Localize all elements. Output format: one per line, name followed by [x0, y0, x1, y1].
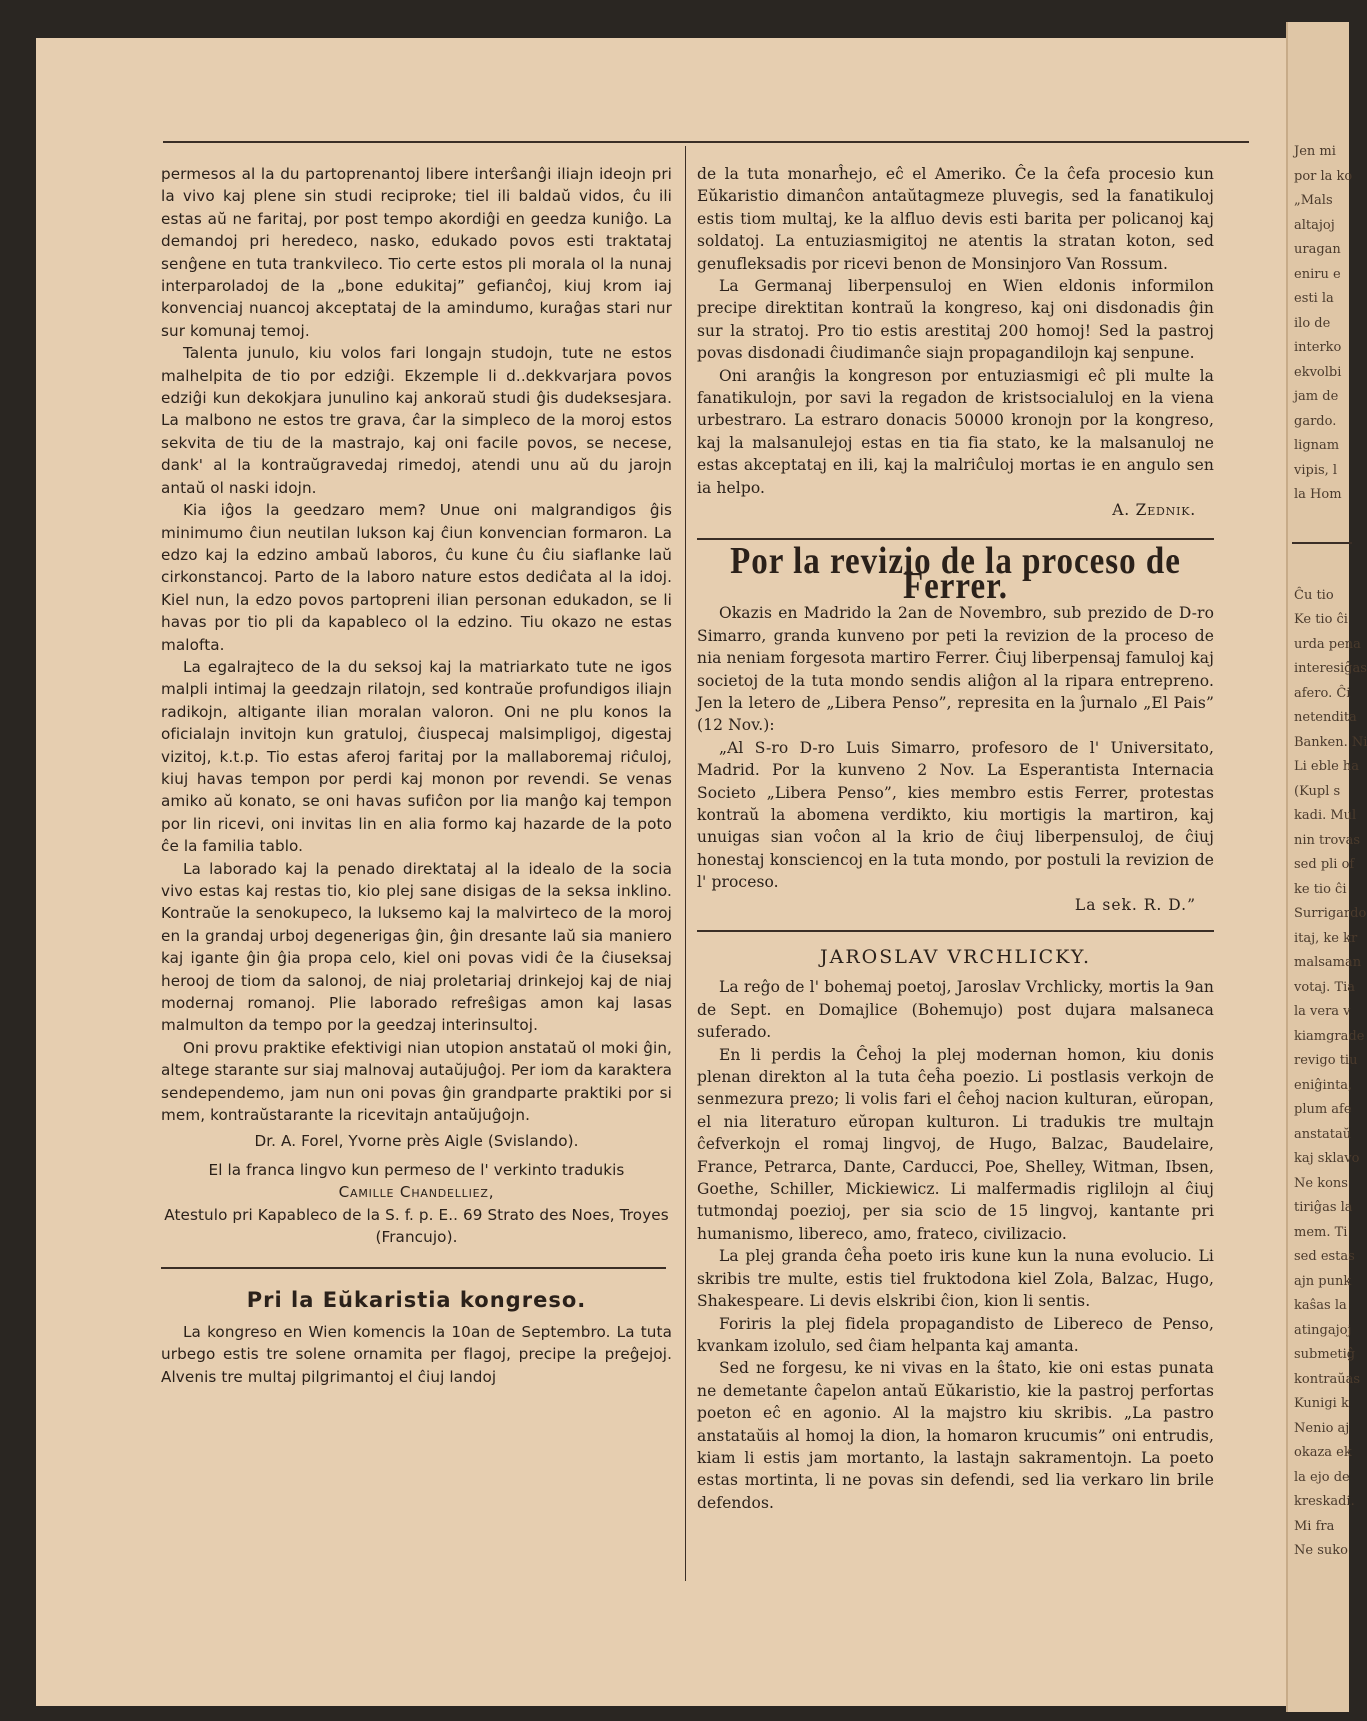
next-page-line: itaj, ke kr: [1294, 930, 1358, 946]
next-page-line: altajoj: [1294, 217, 1335, 233]
next-page-line: (Kupl s: [1294, 783, 1341, 799]
column-divider: [685, 146, 686, 1581]
next-page-line: ekvolbi: [1294, 364, 1342, 380]
right-column: [697, 163, 1214, 1514]
next-page-line: sed pli of: [1294, 857, 1355, 872]
translator-name: Camille Chandelliez,: [338, 1183, 495, 1202]
next-page-line: eniĝinta,: [1294, 1077, 1353, 1093]
next-page-top-text: [1288, 140, 1353, 508]
next-page-line: Ne kons: [1294, 1175, 1348, 1191]
next-page-line: afero. Ĉi: [1294, 685, 1351, 701]
letter-signature: La sek. R. D.”: [1074, 895, 1196, 914]
section-divider: [697, 538, 1214, 540]
article-paragraph: La kongreso en Wien komencis la 10an de Septembro. La tuta urbego estis tre solene ornamita per flagoj, precipe la preĝejoj. Alvenis tre multaj pilgrimantoj el ĉiuj landoj: [161, 1322, 672, 1386]
next-page-line: Ĉu tio: [1294, 587, 1334, 603]
next-page-bottom-text: [1288, 584, 1367, 1564]
next-page-line: mem. Ti: [1294, 1224, 1348, 1240]
article-paragraph: „Al S-ro D-ro Luis Simarro, profesoro de l' Universitato, Madrid. Por la kunveno 2 Nov. La Esperantista Internacia Societo „Libera Penso”, kies membro estis Ferrer, protestas kontraŭ la abomena verdikto, kiu mortigis la martiron, kaj unuigas sian voĉon al la krio de ĉiuj liberpensuloj, de ĉiuj honestaj konsciencoj en la tuta mondo, por postuli la revizion de l' proceso.: [697, 738, 1214, 892]
next-page-line: anstataŭ: [1294, 1126, 1352, 1142]
next-page-line: kontraŭas: [1294, 1371, 1361, 1387]
translator-address: Atestulo pri Kapableco de la S. f. p. E.. 69 Strato des Noes, Troyes (Francujo).: [164, 1205, 669, 1247]
article-paragraph: La plej granda ĉeĥa poeto iris kune kun la nuna evolucio. Li skribis tre multe, estis tiel fruktodona kiel Zola, Balzac, Hugo, Shakespeare. Li devis elskribi ĉion, kion li sentis.: [697, 1247, 1214, 1311]
next-page-line: Li eble ha: [1294, 759, 1360, 774]
article-paragraph: permesos al la du partoprenantoj libere interŝanĝi iliajn ideojn pri la vivo kaj plene sin studi reciproke; tiel ili baldaŭ vidos, ĉu ili estas aŭ ne faritaj, por post tempo akordiĝi en geedza kuniĝo. La demandoj pri heredeco, nasko, edukado povos esti traktataj senĝene en tuta trankvileco. Tio certe estos pli morala ol la nunaj interparoladoj de la „bone edukitaj” gefianĉoj, kiuj krom iaj konvenciaj nuancoj akceptataj de la amindumo, kuraĝas stari nur sur komunaj temoj.: [161, 165, 672, 340]
article-paragraph: La egalrajteco de la du seksoj kaj la matriarkato tute ne igos malpli intimaj la geedzajn rilatojn, sed kontraŭe profundigos iliajn radikojn, altigante ilian moralan valoron. Oni ne plu konos la oficialajn invitojn kun gratuloj, ĉiuspecaj malsimpligoj, digestaj vizitoj, k.t.p. Tio estas aferoj faritaj por la mallaboremaj riĉuloj, kiuj havas tempon por perdi kaj monon por revendi. Se venas amiko aŭ konato, se oni havas sufiĉon por lia manĝo kaj tempon por lin ricevi, oni invitas lin en alia formo kaj hazarde de la poto ĉe la familia tablo.: [161, 657, 672, 856]
section-divider: [697, 930, 1214, 932]
next-page-line: la ejo de: [1294, 1469, 1350, 1485]
next-page-line: Ne suko: [1294, 1543, 1348, 1558]
author-signature: Dr. A. Forel, Yvorne près Aigle (Svislando).: [254, 1132, 579, 1151]
next-page-line: atingajoj: [1294, 1322, 1352, 1338]
article-paragraph: Foriris la plej fidela propagandisto de Libereco de Penso, kvankam izolulo, sed ĉiam helpanta kaj amanta.: [697, 1314, 1214, 1355]
next-page-line: tiriĝas la: [1294, 1200, 1353, 1215]
next-page-line: Kunigi k: [1294, 1396, 1349, 1411]
article-heading: Por la revizio de la proceso de Ferrer.: [730, 540, 1181, 608]
next-page-line: okaza ek: [1294, 1445, 1352, 1460]
next-page-line: lignam: [1294, 438, 1340, 453]
next-page-line: kaŝas la: [1294, 1298, 1347, 1313]
next-page-line: ilo de: [1294, 315, 1331, 331]
article-paragraph: En li perdis la Ĉeĥoj la plej modernan homon, kiu donis plenan direkton al la tuta ĉeĥa poezio. Li postlasis verkojn de senmezura prezo; li volis fari el ĉeĥoj nacion kulturan, eŭropan, el nia literaturo eŭropan kulturon. Li tradukis tre multajn ĉefverkojn el romaj lingvoj, de Hugo, Balzac, Baudelaire, France, Petrarca, Dante, Carducci, Poe, Shelley, Witman, Ibsen, Goethe, Schiller, Mickiewicz. Li malfermadis riglilojn al ĉiuj tutmondaj poezioj, per sia scio de 15 lingvoj, kantante pri humanismo, libereco, amo, frateco, civilizacio.: [697, 1045, 1214, 1243]
next-page-line: Nenio aj: [1294, 1420, 1350, 1436]
article-paragraph: La Germanaj liberpensuloj en Wien eldonis informilon precipe direktitan kontraŭ la kongreso, kaj oni disdonadis ĝin sur la stratoj. Pro tio estis arestitaj 200 homoj! Sed la pastroj povas disdonadi ĉiudimanĉe siajn propagandilojn kaj senpune.: [697, 277, 1214, 363]
next-page-line: gardo.: [1294, 413, 1337, 429]
article-paragraph: La reĝo de l' bohemaj poetoj, Jaroslav Vrchlicky, mortis la 9an de Sept. en Domajlice (Bohemujo) post dujara malsaneca suferado.: [697, 978, 1214, 1042]
article-paragraph: de la tuta monarĥejo, eĉ el Ameriko. Ĉe la ĉefa procesio kun Eŭkaristio dimanĉon antaŭtagmeze pluvegis, sed la fanatikuloj estis tiom multaj, ke la alfluo devis esti barita per policanoj kaj soldatoj. La entuziasmigitoj ne atentis la stratan koton, sed genufleksadis por ricevi benon de Monsinjoro Van Rossum.: [697, 165, 1214, 273]
next-page-line: nin trovas: [1294, 832, 1361, 848]
next-page-line: votaj. Tia: [1294, 979, 1356, 995]
next-page-line: kreskadi.: [1294, 1494, 1355, 1509]
next-page-line: malsaman: [1294, 955, 1362, 970]
article-paragraph: Oni aranĝis la kongreson por entuziasmigi eĉ pli multe la fanatikulojn, por savi la regadon de kristsocialuloj en la viena urbestraro. La estraro donacis 50000 kronojn por la kongreso, kaj la malsanulejoj estas en tia fia stato, ke la malsanuloj ne estas akceptataj en ili, kaj la malriĉuloj mortas ie en angulo sen ia helpo.: [697, 366, 1214, 497]
next-page-line: kaj sklavo: [1294, 1151, 1360, 1166]
article-paragraph: Oni provu praktike efektivigi nian utopion anstataŭ ol moki ĝin, altege starante sur siaj malnovaj autaŭjuĝoj. Per iom da karaktera sendependemo, jam nun oni povas ĝin grandparte praktiki por si mem, kontraŭstarante la ricevitajn antaŭjuĝojn.: [161, 1038, 672, 1125]
next-page-line: „Mals: [1294, 193, 1333, 208]
article-paragraph: Sed ne forgesu, ke ni vivas en la ŝtato, kie oni estas punata ne demetante ĉapelon antaŭ Eŭkaristio, kie la pastroj perfortas poeton eĉ en agonio. Al la majstro kiu skribis. „La pastro anstataŭis al homoj la dion, la homaron krucumis” oni entrudis, kiam li estis jam mortanto, la lastajn sakramentojn. La poeto estas mortinta, li ne povas sin defendi, sed lia verkaro lin brile defendos.: [697, 1359, 1214, 1512]
next-page-line: kadi. Mul: [1294, 808, 1357, 823]
next-page-line: Banken. Ni: [1294, 734, 1367, 750]
next-page-line: ke tio ĉi: [1294, 881, 1347, 897]
translator-credit: El la franca lingvo kun permeso de l' verkinto tradukis: [208, 1160, 625, 1179]
next-page-line: netendita: [1294, 710, 1357, 725]
next-page-line: ajn punk: [1294, 1273, 1352, 1289]
next-page-line: eniru e: [1294, 266, 1341, 282]
article-paragraph: Okazis en Madrido la 2an de Novembro, sub prezido de D-ro Simarro, granda kunveno por peti la revizion de la proceso de nia neniam forgesota martiro Ferrer. Ĉiuj liberpensaj famuloj kaj societoj de la tuta mondo sendis aliĝon al la ripara entrepreno. Jen la letero de „Libera Penso”, represita en la ĵurnalo „El Pais” (12 Nov.):: [697, 604, 1214, 735]
article-heading: JAROSLAV VRCHLICKY.: [819, 946, 1091, 968]
next-page-fragment: [1286, 22, 1367, 1712]
next-page-line: Mi fra: [1294, 1518, 1335, 1534]
next-page-line: jam de: [1294, 389, 1339, 404]
next-page-line: por la ko: [1294, 168, 1353, 184]
top-rule: [163, 141, 1249, 143]
next-page-line: interesiĝas: [1294, 661, 1367, 676]
next-page-line: esti la: [1294, 291, 1334, 306]
article-paragraph: La laborado kaj la penado direktataj al la idealo de la socia vivo estas kaj restas tio, kio plej sane disigas de la seksa inklino. Kontraŭe la senokupeco, la luksemo kaj la malvirteco de la moroj en la grandaj urboj degenerigas ĝin, ĝin dresante laŭ sia maniero kaj igante ĝin ĝia propa celo, kiel oni povas vidi ĉe la ĉiuseksaj herooj de tiom da salonoj, de niaj proletariaj drinkejoj kaj de niaj modernaj romanoj. Plie laborado refreŝigas amon kaj lasas malmulton da tempo por la geedzaj interinsultoj.: [161, 859, 672, 1035]
next-page-line: urda pena: [1294, 636, 1361, 652]
article-paragraph: Kia iĝos la geedzaro mem? Unue oni malgrandigos ĝis minimumo ĉiun neutilan lukson kaj ĉiun konvencian formaron. La edzo kaj la edzino ambaŭ laboros, ĉu kune ĉu ĉiu siaflanke laŭ cirkonstancoj. Parto de la laboro nature estos dediĉata al la idoj. Kiel nun, la edzo povos partopreni ilian personan edukadon, se li havas por tio pli da kapableco ol la edzino. Tiu okazo ne estas malofta.: [161, 501, 672, 654]
next-page-line: Surrigardo: [1294, 906, 1367, 921]
next-page-line: uragan: [1294, 242, 1341, 257]
divider-line: [1292, 542, 1352, 544]
next-page-line: submetiĝ: [1294, 1347, 1356, 1362]
article-paragraph: Talenta junulo, kiu volos fari longajn studojn, tute ne estos malhelpita de tio por edziĝi. Ekzemple li d..dekkvarjara povos edziĝi kun dekokjara junulino kaj ankoraŭ studi ĝis dudeksesjara. La malbono ne estos tre grava, ĉar la simpleco de la moroj estos sekvita de tiu de la mastrajo, kaj oni facile povos, se necese, dank' al la kontraŭgravedaj rimedoj, atendi unu aŭ du jarojn antaŭ ol naski idojn.: [161, 344, 672, 497]
next-page-line: la Hom: [1294, 487, 1342, 502]
article-heading: Pri la Eŭkaristia kongreso.: [246, 1287, 587, 1312]
next-page-line: interko: [1294, 340, 1342, 355]
next-page-line: kiamgrade: [1294, 1028, 1365, 1044]
next-page-line: sed estas: [1294, 1249, 1355, 1264]
section-divider: [161, 1267, 666, 1269]
author-signature: A. Zednik.: [1112, 501, 1196, 520]
left-column: [161, 163, 672, 1388]
next-page-line: Ke tio ĉi: [1294, 612, 1348, 627]
next-page-line: Jen mi: [1294, 144, 1336, 159]
next-page-line: la vera v: [1294, 1004, 1351, 1019]
next-page-line: vipis, l: [1294, 462, 1338, 478]
next-page-line: plum afe: [1294, 1102, 1352, 1117]
next-page-line: revigo tiu: [1294, 1053, 1358, 1068]
